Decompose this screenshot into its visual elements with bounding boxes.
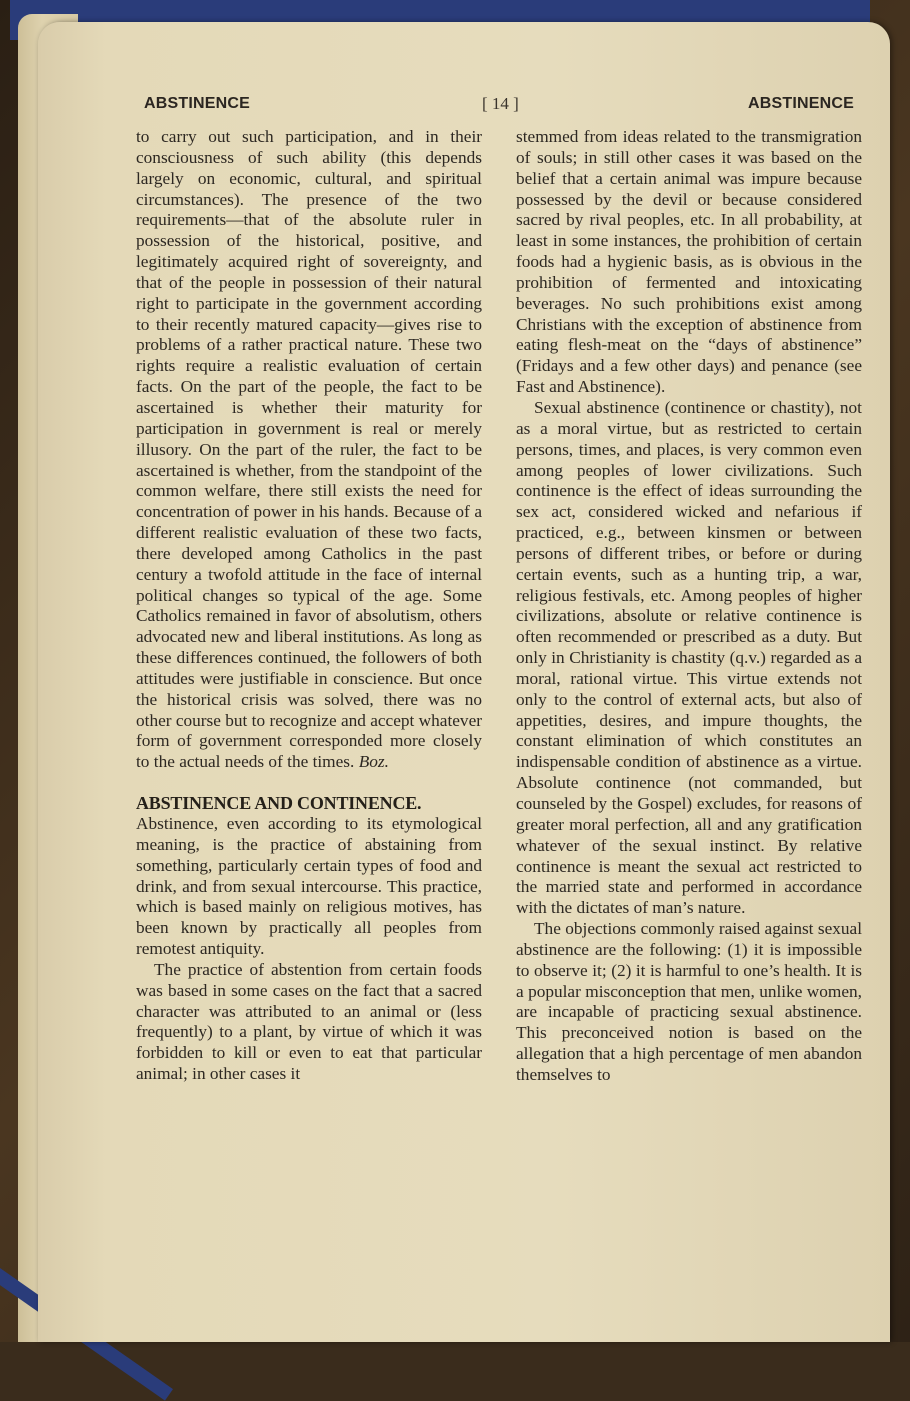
right-paragraph-2: Sexual abstinence (continence or chastity), not as a moral virtue, but as restricted to certain persons, times, and places, is very common even among peoples of lower civilizations. Such continence is the effect of ideas surrounding the sex act, considered wicked and nefarious if practiced, e.g., between kinsmen or between persons of different tribes, or before or during certain events, such as a hunting trip, a war, religious festivals, etc. Among peoples of higher civilizations, absolute or relative continence is often recommended or prescribed as a duty. But only in Christianity is chastity (q.v.) regarded as a moral, rational virtue. This virtue extends not only to the control of external acts, but also of appetities, desires, and impure thoughts, the constant elimination of which constitutes an indispensable condition of abstinence as a virtue. Absolute continence (not commanded, but counseled by the Gospel) excludes, for reasons of greater moral perfection, all and any gratification whatever of the sexual instinct. By relative continence is meant the sexual act restricted to the married state and performed in accordance with the dictates of man’s nature. xyxy=(516,397,862,918)
author-signature: Boz. xyxy=(358,752,389,772)
left-paragraph-3: The practice of abstention from certain foods was based in some cases on the fact that a sacred character was attributed to an animal or (less frequently) to a plant, by virtue of which it was forbidden to kill or even to eat that particular animal; in other cases it xyxy=(136,959,482,1084)
running-header xyxy=(144,95,854,119)
entry-title: ABSTINENCE AND CONTINENCE. xyxy=(136,793,422,814)
right-paragraph-3: The objections commonly raised against sexual abstinence are the following: (1) it is impossible to observe it; (2) it is harmful to one’s health. It is a popular misconception that men, unlike women, are incapable of practicing sexual abstinence. This preconceived notion is based on the allegation that a high percentage of men abandon themselves to xyxy=(516,919,862,1084)
left-paragraph-2: Abstinence, even according to its etymological meaning, is the practice of abstaining from something, particularly certain types of food and drink, and from sexual intercourse. This practice, which is based mainly on religious motives, has been known by practically all peoples from remotest antiquity. xyxy=(136,814,482,959)
left-column xyxy=(136,127,482,1085)
right-column xyxy=(516,127,862,1086)
right-paragraph-1: stemmed from ideas related to the transmigration of souls; in still other cases it was based on the belief that a certain animal was impure because possessed by the devil or because considered sacred by rival peoples, etc. In all probability, at least in some instances, the prohibition of certain foods had a hygienic basis, as is obvious in the prohibition of fermented and intoxicating beverages. No such prohibitions exist among Christians with the exception of abstinence from eating flesh-meat on the “days of abstinence” (Fridays and a few other days) and penance (see Fast and Abstinence). xyxy=(516,127,862,397)
page-number: [ 14 ] xyxy=(482,94,519,113)
left-paragraph-1: to carry out such participation, and in their consciousness of such ability (this depends largely on economic, cultural, and spiritual circumstances). The presence of the two requirements—that of the absolute ruler in possession of the historical, positive, and legitimately acquired right of sovereignty, and that of the people in possession of their natural right to participate in the government according to their recently matured capacity—gives rise to problems of a rather practical nature. These two rights require a realistic evaluation of certain facts. On the part of the people, the fact to be ascertained is whether their maturity for participation in government is real or merely illusory. On the part of the ruler, the fact to be ascertained is whether, from the standpoint of the common welfare, there still exists the need for concentration of power in his hands. Because of a different realistic evaluation of these two facts, there developed among Catholics in the past century a twofold attitude in the face of internal political changes so typical of the age. Some Catholics remained in favor of absolutism, others advocated new and liberal institutions. As long as these differences continued, the followers of both attitudes were justifiable in conscience. But once the historical crisis was solved, there was no other course but to recognize and accept whatever form of government corresponded more closely to the actual needs of the times. Boz. xyxy=(136,127,482,772)
header-left-word: ABSTINENCE xyxy=(144,95,251,112)
header-right-word: ABSTINENCE xyxy=(747,95,854,112)
